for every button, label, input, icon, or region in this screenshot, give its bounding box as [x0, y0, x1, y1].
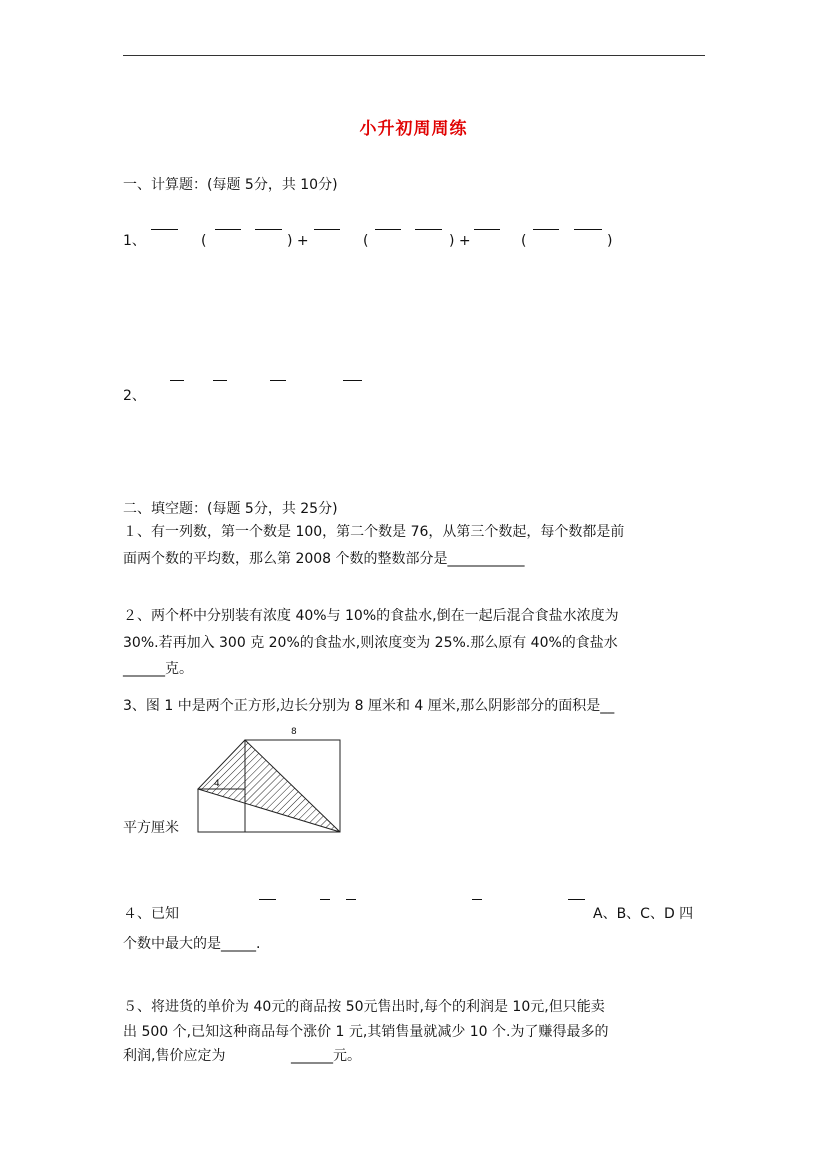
- section1-heading: 一、计算题：(每题 5分，共 10分): [123, 177, 338, 193]
- fraction-bar: [533, 229, 559, 230]
- q-fill5-line1: ５、将进货的单价为 40元的商品按 50元售出时,每个的利润是 10元,但只能卖: [123, 999, 605, 1015]
- fraction-bar: [472, 899, 482, 900]
- q-fill1-line2: 面两个数的平均数，那么第 2008 个数的整数部分是___________: [123, 551, 525, 567]
- paren-close-plus: ) +: [287, 233, 309, 249]
- squares-figure: [196, 738, 344, 834]
- q-fill5-line2: 出 500 个,已知这种商品每个涨价 1 元,其销售量就减少 10 个.为了赚得最多的: [123, 1024, 609, 1040]
- fraction-bar: [259, 899, 276, 900]
- fraction-bar: [574, 229, 602, 230]
- q-fill5-line3: 利润,售价应定为: [123, 1048, 226, 1064]
- fraction-bar: [255, 229, 282, 230]
- q-fill4-line2: 个数中最大的是_____.: [123, 936, 261, 952]
- fraction-bar: [568, 899, 585, 900]
- paren-close-plus: ) +: [449, 233, 471, 249]
- q-fill4-tail: A、B、C、D 四: [593, 906, 694, 922]
- fraction-bar: [343, 380, 362, 381]
- q-fill3-line2: 平方厘米: [123, 820, 179, 836]
- q-fill2-line2: 30%.若再加入 300 克 20%的食盐水,则浓度变为 25%.那么原有 40%的食盐水: [123, 635, 618, 651]
- page-title: 小升初周周练: [359, 119, 468, 139]
- paren-open: (: [521, 233, 527, 249]
- fraction-bar: [270, 380, 286, 381]
- fraction-bar: [213, 380, 227, 381]
- q-fill2-line3: ______克。: [123, 661, 193, 677]
- fraction-bar: [320, 899, 330, 900]
- paren-close: ): [607, 233, 613, 249]
- fraction-bar: [375, 229, 401, 230]
- q-fill2-line1: ２、两个杯中分别装有浓度 40%与 10%的食盐水,倒在一起后混合食盐水浓度为: [123, 608, 619, 624]
- q2-label: 2、: [123, 388, 146, 404]
- q-fill4-label: ４、已知: [123, 906, 179, 922]
- paren-open: (: [363, 233, 369, 249]
- fraction-bar: [346, 899, 356, 900]
- fraction-bar: [415, 229, 442, 230]
- fraction-bar: [151, 229, 178, 230]
- q-fill3-line1: 3、图 1 中是两个正方形,边长分别为 8 厘米和 4 厘米,那么阴影部分的面积是__: [123, 698, 615, 714]
- section2-heading: 二、填空题：(每题 5分，共 25分): [123, 501, 338, 517]
- paren-open: (: [201, 233, 207, 249]
- fraction-bar: [215, 229, 241, 230]
- header-rule: [123, 55, 705, 56]
- q1-label: 1、: [123, 233, 146, 249]
- fraction-bar: [170, 380, 184, 381]
- q-fill1-line1: １、有一列数，第一个数是 100，第二个数是 76，从第三个数起，每个数都是前: [123, 524, 625, 540]
- fig-label-4: 4: [214, 779, 220, 789]
- fig-label-8-text: 8: [291, 727, 297, 737]
- fraction-bar: [474, 229, 500, 230]
- q-fill5-line3-end: ______元。: [291, 1048, 361, 1064]
- fraction-bar: [314, 229, 340, 230]
